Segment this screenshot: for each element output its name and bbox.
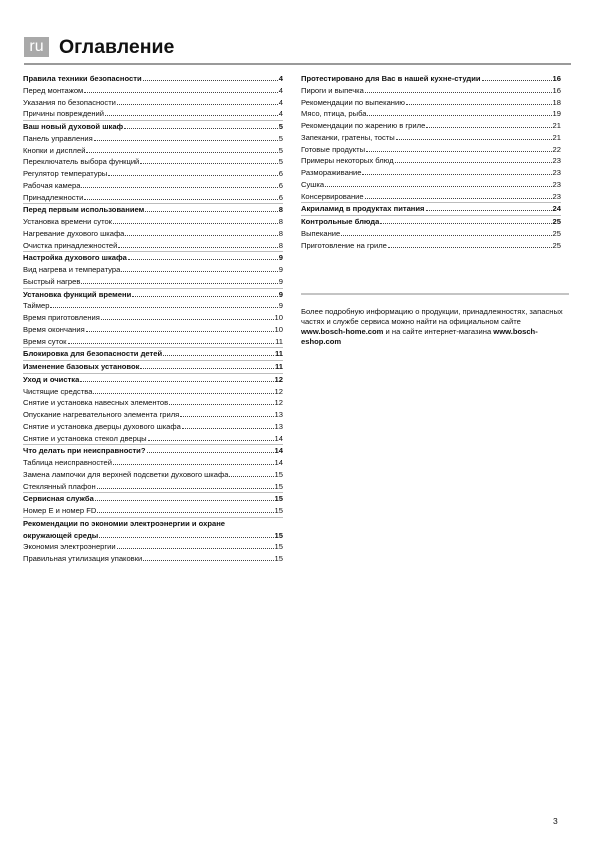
toc-page-number: 15: [274, 530, 283, 540]
toc-entry-title: Время окончания: [23, 324, 85, 334]
header: [24, 36, 571, 58]
dot-leader: [163, 348, 274, 356]
toc-right-column: [301, 73, 561, 251]
toc-section-entry[interactable]: [301, 73, 561, 85]
toc-page-number: 13: [274, 410, 283, 419]
toc-entry[interactable]: [23, 457, 283, 469]
toc-entry[interactable]: [23, 240, 283, 252]
toc-page-number: 13: [274, 421, 283, 431]
toc-entry-title: Рекомендации по выпеканию: [301, 97, 405, 107]
toc-entry[interactable]: [23, 469, 283, 481]
toc-entry-title: окружающей среды: [23, 530, 99, 540]
toc-page-number: 23: [552, 179, 561, 189]
dot-leader: [147, 445, 274, 453]
toc-entry[interactable]: [23, 192, 283, 204]
toc-section-entry[interactable]: [23, 374, 283, 386]
toc-entry[interactable]: [23, 276, 283, 288]
toc-page-number: 6: [278, 180, 283, 190]
toc-entry-title: Изменение базовых установок: [23, 362, 140, 371]
dot-leader: [118, 240, 277, 248]
toc-entry-title: Приготовление на гриле: [301, 240, 387, 250]
toc-entry-title: Размораживание: [301, 168, 362, 177]
dot-leader: [380, 216, 551, 224]
dot-leader: [367, 108, 551, 116]
toc-entry[interactable]: [23, 85, 283, 97]
dot-leader: [395, 155, 552, 163]
toc-page-number: 14: [274, 458, 283, 467]
toc-page-number: 4: [278, 85, 283, 95]
dot-leader: [68, 336, 275, 344]
toc-section-entry[interactable]: [23, 518, 283, 542]
toc-entry-title: Кнопки и дисплей: [23, 145, 86, 155]
toc-entry-title: Стеклянный плафон: [23, 481, 96, 491]
toc-entry[interactable]: [301, 108, 561, 120]
toc-entry[interactable]: [301, 85, 561, 97]
dot-leader: [365, 191, 552, 199]
toc-page-number: 11: [275, 336, 283, 346]
toc-entry[interactable]: [23, 409, 283, 421]
dot-leader: [143, 73, 278, 81]
toc-page-number: 5: [278, 122, 283, 131]
toc-entry[interactable]: [301, 144, 561, 156]
toc-entry[interactable]: [301, 97, 561, 109]
eshop-link[interactable]: www.bosch-eshop.com: [301, 327, 538, 346]
dot-leader: [117, 97, 278, 105]
toc-page-number: 9: [278, 265, 283, 274]
dot-leader: [113, 457, 274, 465]
dot-leader: [180, 409, 273, 417]
toc-page-number: 25: [552, 228, 561, 238]
dot-leader: [341, 228, 551, 236]
toc-entry[interactable]: [301, 228, 561, 240]
dot-leader: [143, 553, 273, 561]
toc-page-number: 25: [552, 217, 561, 226]
toc-entry-title: Время суток: [23, 336, 67, 346]
toc-page-number: 15: [274, 469, 283, 479]
toc-entry-title: Снятие и установка стекол дверцы: [23, 433, 147, 443]
toc-page-number: 8: [278, 205, 283, 215]
toc-entry-title: Рекомендации по экономии электроэнергии и охране: [23, 518, 226, 528]
toc-entry-title: Указания по безопасности: [23, 97, 116, 107]
dot-leader: [93, 386, 273, 394]
dot-leader: [406, 97, 552, 105]
toc-section-entry[interactable]: [23, 493, 283, 505]
toc-entry[interactable]: [23, 505, 283, 517]
dot-leader: [101, 312, 274, 320]
language-badge: ru: [24, 37, 49, 57]
toc-entry[interactable]: [23, 421, 283, 433]
toc-entry[interactable]: [23, 397, 283, 409]
toc-entry[interactable]: [301, 120, 561, 132]
toc-page-number: 9: [278, 253, 283, 263]
dot-leader: [426, 203, 552, 211]
toc-entry[interactable]: [23, 108, 283, 120]
toc-entry-title: Выпекание: [301, 228, 341, 238]
toc-page-number: 8: [278, 217, 283, 226]
toc-entry[interactable]: [23, 133, 283, 145]
toc-entry[interactable]: [23, 312, 283, 324]
toc-section-entry[interactable]: [23, 73, 283, 85]
toc-entry-title: Чистящие средства: [23, 386, 93, 396]
toc-entry-title: Перед монтажом: [23, 85, 84, 95]
dot-leader: [117, 541, 274, 549]
toc-section-entry[interactable]: [23, 445, 283, 457]
dot-leader: [366, 144, 551, 152]
toc-page-number: 4: [278, 109, 283, 119]
toc-entry[interactable]: [301, 167, 561, 179]
toc-entry[interactable]: [23, 264, 283, 276]
dot-leader: [50, 300, 277, 308]
toc-entry[interactable]: [23, 97, 283, 109]
toc-entry-title: Таблица неисправностей: [23, 458, 113, 467]
toc-page-number: 15: [274, 554, 283, 563]
toc-page-number: 18: [552, 97, 561, 107]
toc-entry-title: Экономия электроэнергии: [23, 542, 116, 552]
toc-section-entry[interactable]: [23, 348, 283, 360]
toc-page-number: 12: [274, 386, 283, 396]
toc-entry-title: Примеры некоторых блюд: [301, 156, 394, 166]
toc-entry-title: Панель управления: [23, 133, 93, 143]
dot-leader: [365, 85, 552, 93]
toc-page-number: 23: [552, 191, 561, 201]
toc-page-number: 9: [278, 289, 283, 299]
toc-section-entry[interactable]: [301, 203, 561, 215]
toc-entry-title: Правила техники безопасности: [23, 74, 142, 83]
dot-leader: [426, 120, 551, 128]
toc-section-entry[interactable]: [23, 204, 283, 216]
toc-page-number: 11: [274, 362, 283, 371]
toc-page-number: 23: [552, 168, 561, 177]
toc-page-number: 5: [278, 157, 283, 167]
dot-leader: [108, 168, 278, 176]
toc-entry[interactable]: [23, 386, 283, 398]
toc-entry-title: Что делать при неисправности?: [23, 446, 146, 456]
dot-leader: [182, 421, 274, 429]
dot-leader: [113, 216, 278, 224]
dot-leader: [169, 397, 273, 405]
toc-entry-title: Быстрый нагрев: [23, 276, 81, 286]
toc-entry-title: Правильная утилизация упаковки: [23, 554, 143, 563]
dot-leader: [482, 73, 552, 81]
toc-entry[interactable]: [23, 336, 283, 348]
toc-entry[interactable]: [23, 168, 283, 180]
toc-entry-title: Уход и очистка: [23, 374, 80, 384]
dot-leader: [325, 179, 551, 187]
toc-entry[interactable]: [23, 541, 283, 553]
toc-section-entry[interactable]: [23, 289, 283, 301]
toc-page-number: 22: [552, 144, 561, 154]
info-paragraph: [301, 307, 566, 347]
toc-entry-title: Замена лампочки для верхней подсветки духового шкафа: [23, 469, 229, 479]
toc-entry-title: Сушка: [301, 179, 325, 189]
toc-entry-title: Принадлежности: [23, 192, 84, 202]
toc-entry-title: Установка времени суток: [23, 217, 113, 226]
toc-entry-title: Блокировка для безопасности детей: [23, 349, 163, 359]
toc-entry-title: Установка функций времени: [23, 289, 132, 299]
toc-entry-title: Опускание нагревательного элемента гриля: [23, 410, 180, 419]
toc-page-number: 9: [278, 276, 283, 286]
dot-leader: [105, 108, 278, 116]
toc-entry-title: Перед первым использованием: [23, 205, 145, 215]
toc-entry-title: Консервирование: [301, 191, 364, 201]
toc-entry-title: Время приготовления: [23, 313, 100, 322]
toc-page-number: 4: [278, 97, 283, 107]
website-link[interactable]: www.bosch-home.com: [301, 327, 384, 336]
dot-leader: [99, 530, 273, 538]
toc-entry[interactable]: [23, 228, 283, 240]
toc-entry-title: Снятие и установка навесных элементов: [23, 398, 169, 408]
toc-entry[interactable]: [301, 191, 561, 203]
toc-section-entry[interactable]: [23, 121, 283, 133]
toc-entry-title: Вид нагрева и температура: [23, 265, 121, 274]
toc-entry-title: Регулятор температуры: [23, 169, 108, 178]
toc-page-number: 6: [278, 192, 283, 202]
toc-entry[interactable]: [23, 553, 283, 565]
toc-entry[interactable]: [23, 481, 283, 493]
toc-section-entry[interactable]: [23, 252, 283, 264]
dot-leader: [94, 133, 278, 141]
toc-entry-title: Настройка духового шкафа: [23, 253, 127, 263]
dot-leader: [145, 204, 278, 212]
dot-leader: [229, 469, 273, 477]
toc-entry-title: Снятие и установка дверцы духового шкафа: [23, 421, 181, 431]
page-number: 3: [553, 816, 558, 826]
dot-leader: [128, 252, 278, 260]
toc-page-number: 5: [278, 133, 283, 143]
dot-leader: [81, 276, 277, 284]
toc-entry[interactable]: [23, 216, 283, 228]
toc-page-number: 15: [274, 481, 283, 491]
page-title: Оглавление: [59, 36, 175, 58]
dot-leader: [97, 481, 274, 489]
toc-page-number: 16: [552, 74, 561, 83]
dot-leader: [86, 324, 274, 332]
toc-page-number: 24: [552, 204, 561, 214]
toc-entry-title: Акриламид в продуктах питания: [301, 204, 425, 214]
header-divider: [24, 63, 571, 65]
toc-page-number: 19: [552, 109, 561, 119]
toc-entry[interactable]: [23, 433, 283, 445]
toc-entry-title: Пироги и выпечка: [301, 85, 364, 95]
dot-leader: [396, 132, 552, 140]
toc-entry[interactable]: [23, 180, 283, 192]
toc-section-entry[interactable]: [301, 216, 561, 228]
info-divider: [301, 293, 569, 295]
dot-leader: [125, 228, 277, 236]
toc-entry[interactable]: [23, 324, 283, 336]
toc-page-number: 12: [274, 374, 283, 384]
dot-leader: [121, 264, 277, 272]
dot-leader: [84, 85, 277, 93]
toc-page-number: 15: [274, 506, 283, 515]
dot-leader: [140, 361, 274, 369]
dot-leader: [84, 192, 277, 200]
toc-page-number: 21: [552, 132, 561, 142]
toc-page-number: 8: [278, 228, 283, 238]
toc-entry[interactable]: [301, 240, 561, 252]
toc-page-number: 6: [278, 169, 283, 178]
toc-entry-title: Рабочая камера: [23, 180, 81, 190]
toc-left-column: [23, 73, 283, 565]
toc-page-number: 23: [552, 156, 561, 166]
dot-leader: [148, 433, 274, 441]
toc-entry-title: Нагревание духового шкафа: [23, 228, 125, 238]
dot-leader: [362, 167, 551, 175]
toc-section-entry[interactable]: [23, 361, 283, 373]
toc-entry-title: Таймер: [23, 301, 50, 311]
toc-entry[interactable]: [23, 300, 283, 312]
toc-entry-title: Номер E и номер FD: [23, 506, 97, 515]
info-text-2: и на сайте интернет-магазина: [383, 327, 494, 336]
dot-leader: [132, 289, 278, 297]
toc-entry-title: Сервисная служба: [23, 494, 94, 504]
toc-page-number: 16: [552, 85, 561, 95]
toc-entry-title: Мясо, птица, рыба: [301, 109, 367, 119]
toc-entry-title: Очистка принадлежностей: [23, 240, 118, 250]
dot-leader: [80, 374, 273, 382]
toc-entry-title: Протестировано для Вас в нашей кухне-студии: [301, 74, 481, 83]
toc-page-number: 11: [274, 349, 283, 359]
toc-entry[interactable]: [301, 179, 561, 191]
toc-entry-title: Запеканки, гратены, тосты: [301, 132, 395, 142]
toc-entry-title: Ваш новый духовой шкаф: [23, 122, 124, 131]
toc-entry-title: Готовые продукты: [301, 144, 366, 154]
dot-leader: [140, 156, 277, 164]
toc-entry-title: Переключатель выбора функций: [23, 157, 140, 167]
toc-entry[interactable]: [23, 145, 283, 157]
info-text-1: Более подробную информацию о продукции, принадлежностях, запасных частях и службе сервиса можно найти на официальном сайте: [301, 307, 563, 326]
toc-page-number: 10: [274, 313, 283, 322]
toc-entry-title: Рекомендации по жарению в гриле: [301, 121, 426, 130]
toc-page-number: 15: [274, 542, 283, 552]
toc-page-number: 25: [552, 240, 561, 250]
dot-leader: [124, 121, 278, 129]
toc-entry[interactable]: [301, 155, 561, 167]
dot-leader: [97, 505, 273, 513]
toc-entry-title: Контрольные блюда: [301, 217, 380, 226]
toc-page-number: 9: [278, 301, 283, 311]
dot-leader: [86, 145, 277, 153]
toc-page-number: 21: [552, 121, 561, 130]
toc-page-number: 12: [274, 398, 283, 408]
toc-entry-title: Причины повреждений: [23, 109, 105, 119]
dot-leader: [388, 240, 552, 248]
toc-page-number: 8: [278, 240, 283, 250]
toc-page-number: 14: [274, 446, 283, 456]
dot-leader: [95, 493, 274, 501]
toc-page-number: 15: [274, 494, 283, 504]
toc-page-number: 14: [274, 433, 283, 443]
dot-leader: [81, 180, 277, 188]
toc-page-number: 10: [274, 324, 283, 334]
toc-page-number: 5: [278, 145, 283, 155]
toc-entry[interactable]: [301, 132, 561, 144]
toc-entry[interactable]: [23, 156, 283, 168]
toc-page-number: 4: [278, 74, 283, 83]
